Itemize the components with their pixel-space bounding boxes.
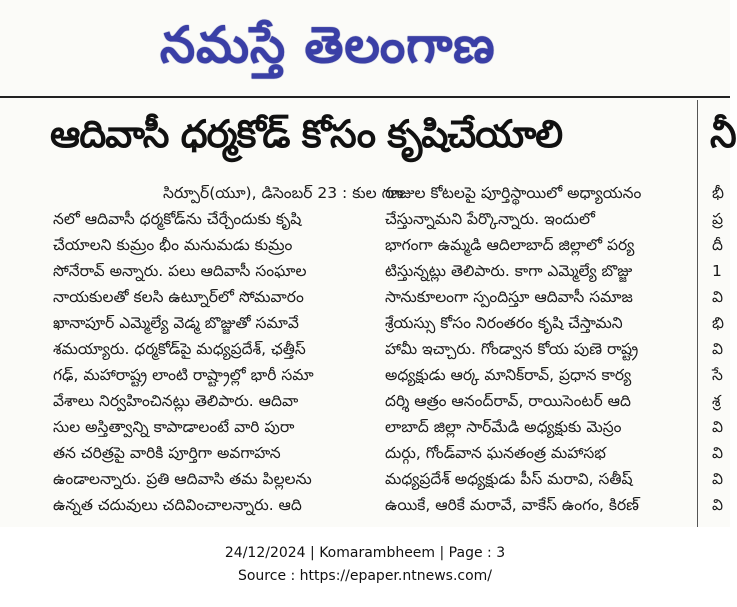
body-line: మధ్యప్రదేశ్ అధ్యక్షుడు పీస్ మరావి, సతీష్ [385, 470, 633, 488]
body-line: భాగంగా ఉమ్మడి ఆదిలాబాద్ జిల్లాలో పర్య [385, 236, 635, 254]
body-line: చేయాలని కుమ్రం భీం మనుమడు కుమ్రం [53, 236, 293, 254]
body-line: నలో ఆదివాసీ ధర్మకోడ్‌ను చేర్చేందుకు కృషి [53, 210, 302, 228]
body-line: సానుకూలంగా స్పందిస్తూ ఆదివాసీ సమాజ [385, 288, 633, 306]
column-divider [697, 100, 698, 527]
adjacent-article-headline: నీ [710, 112, 737, 156]
article-column-1 [53, 180, 404, 518]
footer-source: Source : https://epaper.ntnews.com/ [237, 568, 493, 584]
body-line: వి [712, 288, 724, 306]
masthead-logo: నమస్తే తెలంగాణ [160, 16, 496, 74]
body-line: హామీ ఇచ్చారు. గోండ్వాన కోయ పుణె రాష్ట్ర [385, 340, 639, 358]
body-line: ప్ర [712, 210, 724, 228]
body-line: నాయకులతో కలసి ఉట్నూర్‌లో సోమవారం [53, 288, 304, 306]
masthead-rule [0, 96, 730, 98]
body-line: గఢ్, మహారాష్ట్ర లాంటి రాష్ట్రాల్లో భారీ సమా [53, 366, 314, 384]
body-line: టిస్తున్నట్లు తెలిపారు. కాగా ఎమ్మెల్యే బొజ్జు [385, 262, 633, 280]
body-line: దర్శి ఆత్రం ఆనంద్‌రావ్, రాయిసెంటర్ ఆది [385, 392, 631, 410]
body-line: వి [712, 470, 724, 488]
body-line: రాజుల కోటలపై పూర్తిస్థాయిలో అధ్యాయనం [385, 184, 642, 202]
body-line: లాబాద్ జిల్లా సార్‌మేడి అధ్యక్షుకు మెస్రం [385, 418, 622, 436]
adjacent-article-column [712, 180, 730, 518]
body-line: అధ్యక్షుడు ఆర్క మానిక్‌రావ్, ప్రధాన కార్య [385, 366, 632, 384]
body-line: సిర్పూర్(యూ), డిసెంబర్ 23 : కుల గణ [163, 184, 404, 202]
article-headline: ఆదివాసీ ధర్మకోడ్ కోసం కృషిచేయాలి [50, 112, 563, 156]
body-line: శ్ర [712, 392, 721, 410]
body-line: భీ [712, 184, 724, 202]
body-line: దీ [712, 236, 723, 254]
body-line: వేశాలు నిర్వహించినట్లు తెలిపారు. ఆదివా [53, 392, 299, 410]
body-line: ఖానాపూర్ ఎమ్మెల్యే వెడ్మ బొజ్జుతో సమావే [53, 314, 299, 332]
body-line: ఉన్నత చదువులు చదివించాలన్నారు. ఆది [53, 496, 302, 514]
body-line: వి [712, 340, 724, 358]
body-line: ఉయికే, ఆరికే మరావే, వాకేస్ ఉంగం, కిరణ్ [385, 496, 639, 514]
footer-date-edition: 24/12/2024 | Komarambheem | Page : 3 [224, 545, 506, 561]
body-line: చేస్తున్నామని పేర్కొన్నారు. ఇందులో [385, 210, 595, 228]
article-column-2 [385, 180, 685, 518]
body-line: వి [712, 496, 724, 514]
body-line: ఉండాలన్నారు. ప్రతి ఆదివాసి తమ పిల్లలను [53, 470, 312, 488]
body-line: 1 [712, 262, 722, 280]
body-line: వి [712, 418, 724, 436]
body-line: శమయ్యారు. ధర్మకోడ్‌పై మధ్యప్రదేశ్, ఛత్తీస్ [53, 340, 306, 358]
body-line: శ్రేయస్సు కోసం నిరంతరం కృషి చేస్తామని [385, 314, 623, 332]
body-line: వి [712, 444, 724, 462]
body-line: సే [712, 366, 723, 384]
body-line: సోనేరావ్ అన్నారు. పలు ఆదివాసీ సంఘాల [53, 262, 307, 280]
body-line: తన చరిత్రపై వారికి పూర్తిగా అవగాహన [53, 444, 281, 462]
body-line: సుల అస్తిత్వాన్ని కాపాడాలంటే వారి పురా [53, 418, 295, 436]
body-line: దుర్గు, గోండ్‌వాన ఘనతంత్ర మహాసభ [385, 444, 606, 462]
body-line: భి [712, 314, 724, 332]
